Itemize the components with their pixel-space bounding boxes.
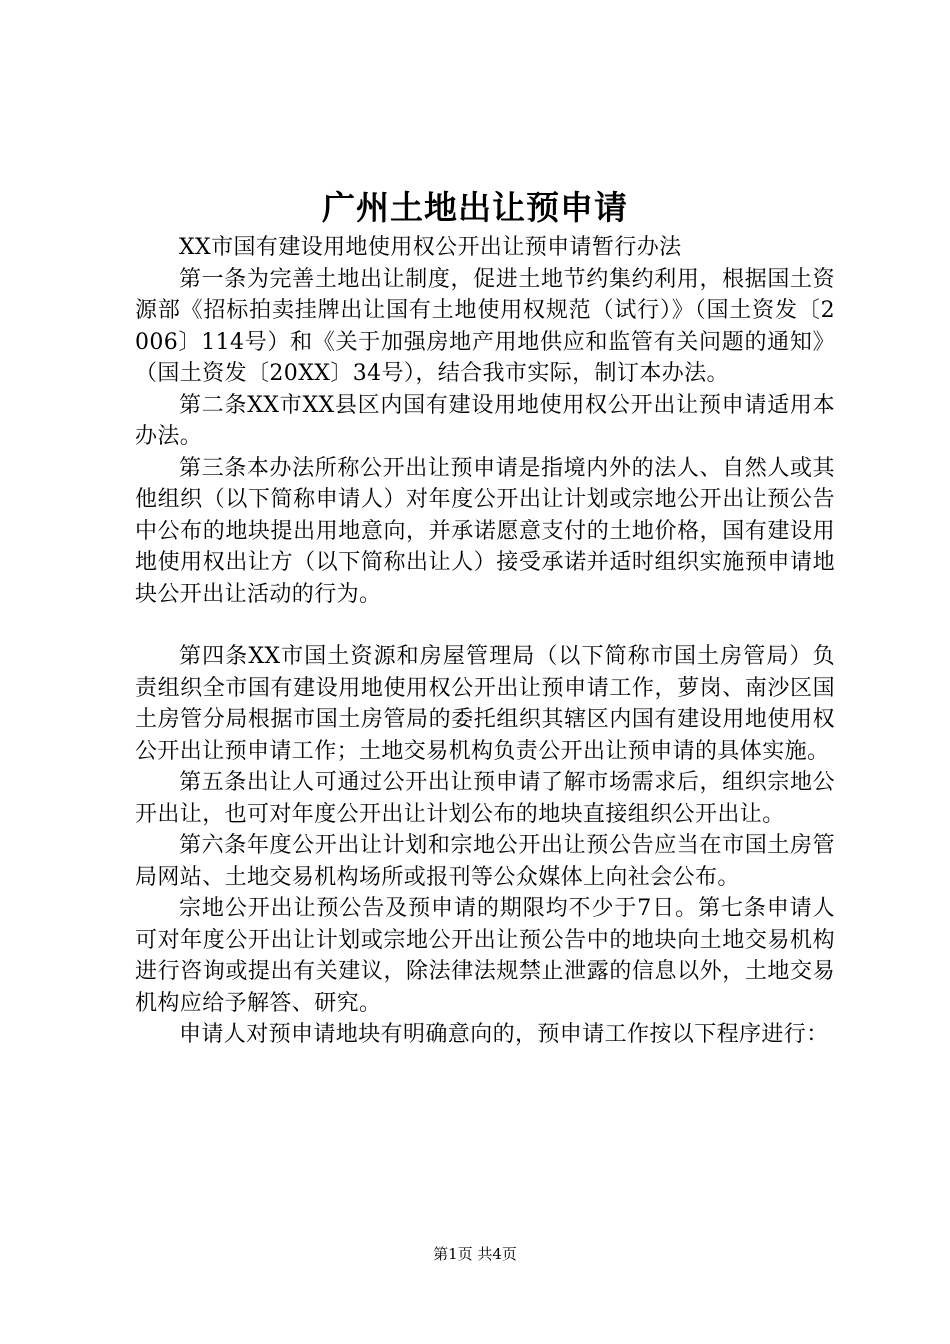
- paragraph-article-7: 宗地公开出让预公告及预申请的期限均不少于7日。第七条申请人可对年度公开出让计划或宗地公开出让预公告中的地块向土地交易机构进行咨询或提出有关建议，除法律法规禁止泄露的信息以外，土地交易机构应给予解答、研究。: [135, 896, 835, 1016]
- paragraph-article-4: 第四条XX市国土资源和房屋管理局（以下简称市国土房管局）负责组织全市国有建设用地使用权公开出让预申请工作，萝岗、南沙区国土房管分局根据市国土房管局的委托组织其辖区内国有建设用地使用权公开出让预申请工作；土地交易机构负责公开出让预申请的具体实施。: [135, 644, 835, 764]
- paragraph-article-6: 第六条年度公开出让计划和宗地公开出让预公告应当在市国土房管局网站、土地交易机构场所或报刊等公众媒体上向社会公布。: [135, 833, 835, 890]
- page-number-footer: 第1页 共4页: [433, 1245, 517, 1263]
- paragraph-article-5: 第五条出让人可通过公开出让预申请了解市场需求后，组织宗地公开出让，也可对年度公开出让计划公布的地块直接组织公开出让。: [135, 770, 835, 827]
- paragraph-heading: XX市国有建设用地使用权公开出让预申请暂行办法: [179, 235, 682, 260]
- document-title: 广州土地出让预申请: [322, 188, 628, 227]
- paragraph-article-3: 第三条本办法所称公开出让预申请是指境内外的法人、自然人或其他组织（以下简称申请人）对年度公开出让计划或宗地公开出让预公告中公布的地块提出用地意向，并承诺愿意支付的土地价格，国有建设用地使用权出让方（以下简称出让人）接受承诺并适时组织实施预申请地块公开出让活动的行为。: [135, 455, 835, 607]
- document-body: [135, 232, 835, 1051]
- paragraph-article-1: 第一条为完善土地出让制度，促进土地节约集约利用，根据国土资源部《招标拍卖挂牌出让国有土地使用权规范（试行）》（国土资发〔2006〕114号）和《关于加强房地产用地供应和监管有关问题的通知》（国土资发〔20XX〕34号），结合我市实际，制订本办法。: [135, 266, 835, 386]
- paragraph-article-2: 第二条XX市XX县区内国有建设用地使用权公开出让预申请适用本办法。: [135, 392, 835, 449]
- paragraph-procedure: 申请人对预申请地块有明确意向的，预申请工作按以下程序进行：: [179, 1022, 829, 1047]
